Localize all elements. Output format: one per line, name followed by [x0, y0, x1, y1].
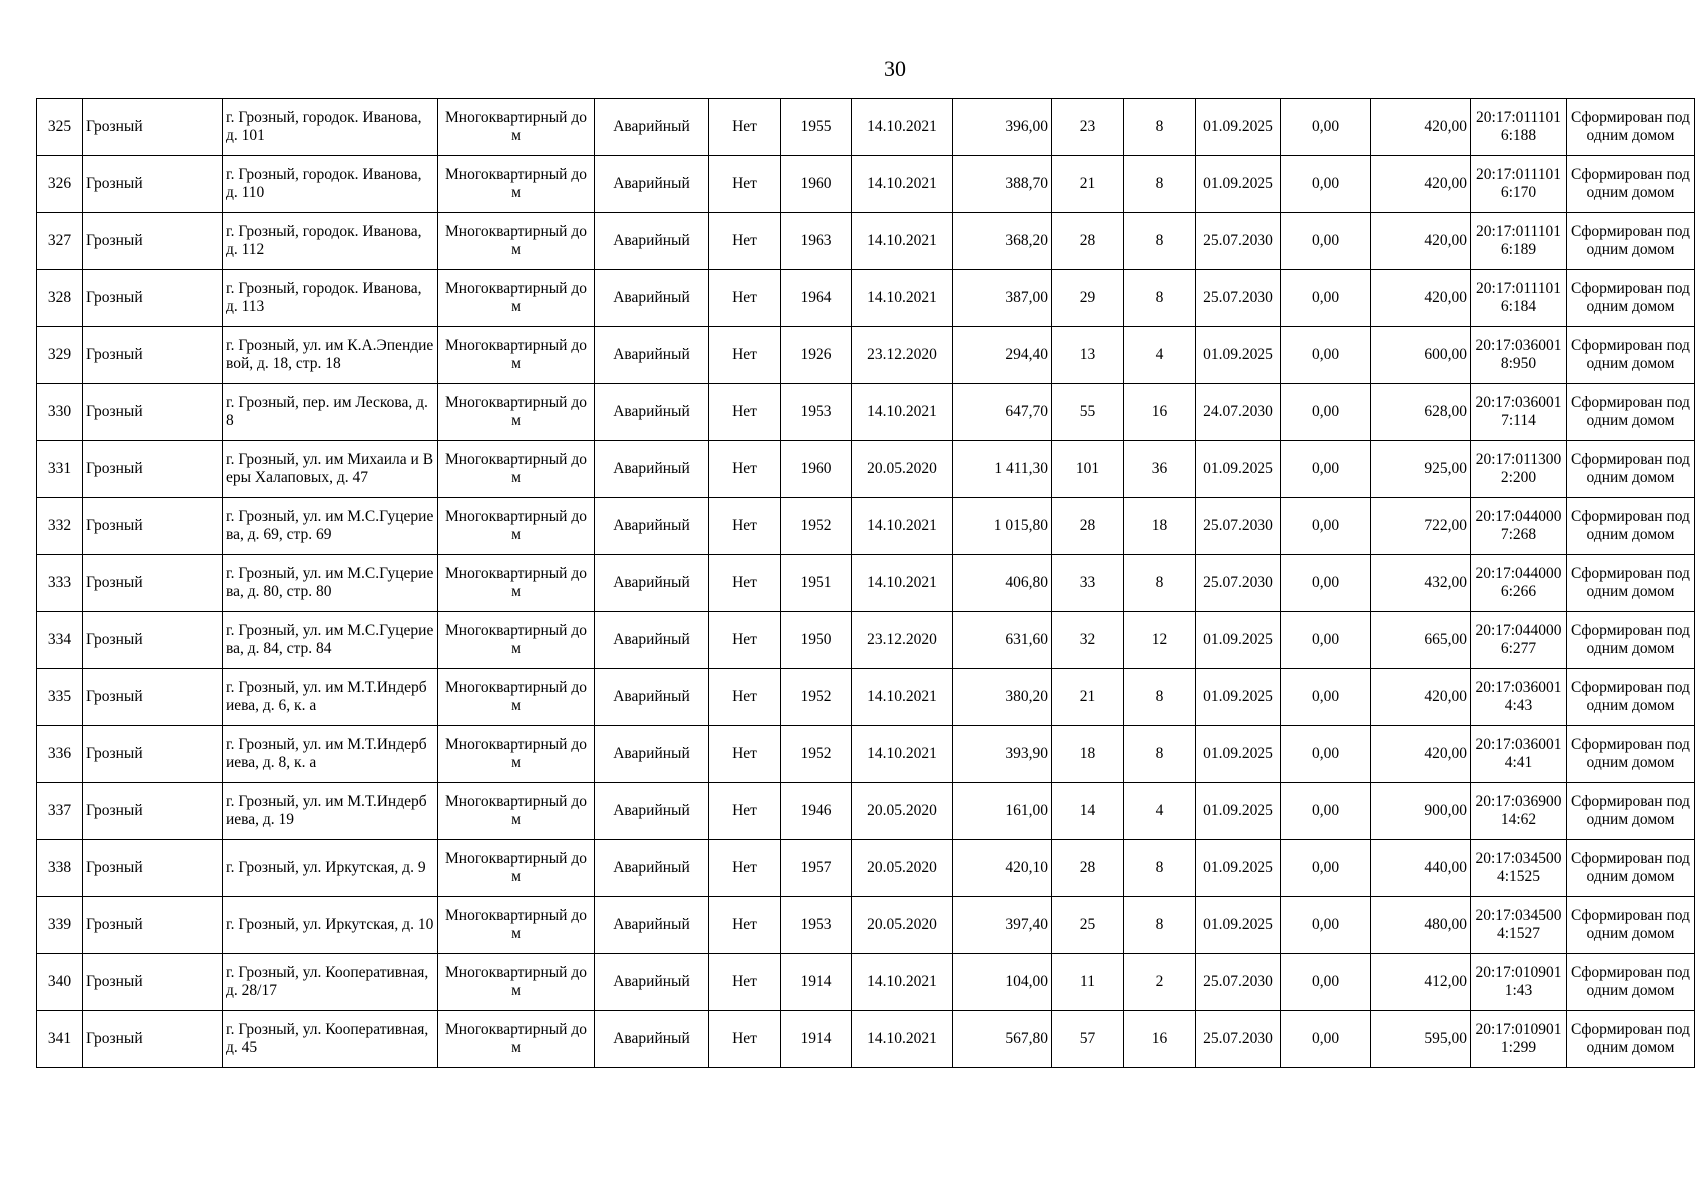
- deadline-cell: 01.09.2025: [1196, 441, 1281, 498]
- price-cell: 480,00: [1371, 897, 1471, 954]
- address-cell: г. Грозный, ул. Иркутская, д. 9: [223, 840, 438, 897]
- land-status-cell: Сформирован под одним домом: [1567, 327, 1695, 384]
- cadastral-number-cell: 20:17:0109011:43: [1471, 954, 1567, 1011]
- condition-cell: Аварийный: [595, 1011, 709, 1068]
- condition-cell: Аварийный: [595, 270, 709, 327]
- residents-cell: 29: [1052, 270, 1124, 327]
- flag-cell: Нет: [709, 441, 781, 498]
- cadastral-number-cell: 20:17:0440006:277: [1471, 612, 1567, 669]
- row-number: 329: [37, 327, 83, 384]
- city-cell: Грозный: [83, 156, 223, 213]
- build-year-cell: 1926: [781, 327, 852, 384]
- deadline-cell: 01.09.2025: [1196, 327, 1281, 384]
- address-cell: г. Грозный, городок. Иванова, д. 110: [223, 156, 438, 213]
- build-year-cell: 1952: [781, 498, 852, 555]
- land-status-cell: Сформирован под одним домом: [1567, 840, 1695, 897]
- residents-cell: 28: [1052, 498, 1124, 555]
- zero-value-cell: 0,00: [1281, 612, 1371, 669]
- flag-cell: Нет: [709, 669, 781, 726]
- zero-value-cell: 0,00: [1281, 270, 1371, 327]
- land-status-cell: Сформирован под одним домом: [1567, 99, 1695, 156]
- zero-value-cell: 0,00: [1281, 840, 1371, 897]
- zero-value-cell: 0,00: [1281, 555, 1371, 612]
- address-cell: г. Грозный, ул. им М.Т.Индербиева, д. 8, к. а: [223, 726, 438, 783]
- condition-cell: Аварийный: [595, 840, 709, 897]
- price-cell: 420,00: [1371, 156, 1471, 213]
- price-cell: 900,00: [1371, 783, 1471, 840]
- table-row: [37, 270, 1695, 327]
- condition-cell: Аварийный: [595, 612, 709, 669]
- row-number: 333: [37, 555, 83, 612]
- recognition-date-cell: 23.12.2020: [852, 327, 953, 384]
- row-number: 330: [37, 384, 83, 441]
- row-number: 332: [37, 498, 83, 555]
- city-cell: Грозный: [83, 897, 223, 954]
- table-row: [37, 840, 1695, 897]
- recognition-date-cell: 20.05.2020: [852, 840, 953, 897]
- residents-cell: 21: [1052, 669, 1124, 726]
- flag-cell: Нет: [709, 612, 781, 669]
- residents-cell: 55: [1052, 384, 1124, 441]
- table-row: [37, 384, 1695, 441]
- price-cell: 665,00: [1371, 612, 1471, 669]
- residents-cell: 25: [1052, 897, 1124, 954]
- flag-cell: Нет: [709, 156, 781, 213]
- residents-cell: 11: [1052, 954, 1124, 1011]
- table-row: [37, 954, 1695, 1011]
- area-cell: 647,70: [953, 384, 1052, 441]
- cadastral-number-cell: 20:17:0111016:184: [1471, 270, 1567, 327]
- address-cell: г. Грозный, ул. им М.С.Гуцериева, д. 69, стр. 69: [223, 498, 438, 555]
- residents-cell: 28: [1052, 840, 1124, 897]
- zero-value-cell: 0,00: [1281, 327, 1371, 384]
- address-cell: г. Грозный, ул. Кооперативная, д. 28/17: [223, 954, 438, 1011]
- row-number: 339: [37, 897, 83, 954]
- table-row: [37, 726, 1695, 783]
- table-row: [37, 783, 1695, 840]
- zero-value-cell: 0,00: [1281, 156, 1371, 213]
- flats-cell: 36: [1124, 441, 1196, 498]
- row-number: 340: [37, 954, 83, 1011]
- condition-cell: Аварийный: [595, 555, 709, 612]
- condition-cell: Аварийный: [595, 156, 709, 213]
- address-cell: г. Грозный, городок. Иванова, д. 101: [223, 99, 438, 156]
- row-number: 326: [37, 156, 83, 213]
- flag-cell: Нет: [709, 897, 781, 954]
- cadastral-number-cell: 20:17:0440007:268: [1471, 498, 1567, 555]
- land-status-cell: Сформирован под одним домом: [1567, 213, 1695, 270]
- flats-cell: 4: [1124, 327, 1196, 384]
- condition-cell: Аварийный: [595, 213, 709, 270]
- flag-cell: Нет: [709, 840, 781, 897]
- residents-cell: 101: [1052, 441, 1124, 498]
- build-year-cell: 1914: [781, 954, 852, 1011]
- price-cell: 440,00: [1371, 840, 1471, 897]
- area-cell: 161,00: [953, 783, 1052, 840]
- row-number: 336: [37, 726, 83, 783]
- residents-cell: 23: [1052, 99, 1124, 156]
- price-cell: 432,00: [1371, 555, 1471, 612]
- zero-value-cell: 0,00: [1281, 441, 1371, 498]
- price-cell: 595,00: [1371, 1011, 1471, 1068]
- flag-cell: Нет: [709, 327, 781, 384]
- row-number: 337: [37, 783, 83, 840]
- city-cell: Грозный: [83, 669, 223, 726]
- flats-cell: 8: [1124, 726, 1196, 783]
- row-number: 334: [37, 612, 83, 669]
- recognition-date-cell: 14.10.2021: [852, 99, 953, 156]
- flats-cell: 8: [1124, 156, 1196, 213]
- recognition-date-cell: 20.05.2020: [852, 441, 953, 498]
- residents-cell: 18: [1052, 726, 1124, 783]
- city-cell: Грозный: [83, 384, 223, 441]
- table-row: [37, 156, 1695, 213]
- zero-value-cell: 0,00: [1281, 669, 1371, 726]
- address-cell: г. Грозный, городок. Иванова, д. 113: [223, 270, 438, 327]
- table-row: [37, 669, 1695, 726]
- build-year-cell: 1950: [781, 612, 852, 669]
- cadastral-number-cell: 20:17:0345004:1525: [1471, 840, 1567, 897]
- cadastral-number-cell: 20:17:0360018:950: [1471, 327, 1567, 384]
- row-number: 341: [37, 1011, 83, 1068]
- deadline-cell: 01.09.2025: [1196, 156, 1281, 213]
- build-year-cell: 1952: [781, 669, 852, 726]
- land-status-cell: Сформирован под одним домом: [1567, 498, 1695, 555]
- flag-cell: Нет: [709, 555, 781, 612]
- building-type-cell: Многоквартирный дом: [438, 156, 595, 213]
- area-cell: 420,10: [953, 840, 1052, 897]
- area-cell: 1 411,30: [953, 441, 1052, 498]
- flats-cell: 18: [1124, 498, 1196, 555]
- residents-cell: 33: [1052, 555, 1124, 612]
- zero-value-cell: 0,00: [1281, 726, 1371, 783]
- land-status-cell: Сформирован под одним домом: [1567, 897, 1695, 954]
- city-cell: Грозный: [83, 270, 223, 327]
- condition-cell: Аварийный: [595, 99, 709, 156]
- cadastral-number-cell: 20:17:0360014:43: [1471, 669, 1567, 726]
- condition-cell: Аварийный: [595, 669, 709, 726]
- condition-cell: Аварийный: [595, 726, 709, 783]
- cadastral-number-cell: 20:17:0345004:1527: [1471, 897, 1567, 954]
- land-status-cell: Сформирован под одним домом: [1567, 1011, 1695, 1068]
- area-cell: 294,40: [953, 327, 1052, 384]
- build-year-cell: 1951: [781, 555, 852, 612]
- building-type-cell: Многоквартирный дом: [438, 441, 595, 498]
- area-cell: 368,20: [953, 213, 1052, 270]
- table-body: [37, 99, 1695, 1068]
- price-cell: 420,00: [1371, 669, 1471, 726]
- building-type-cell: Многоквартирный дом: [438, 612, 595, 669]
- table-row: [37, 99, 1695, 156]
- flag-cell: Нет: [709, 783, 781, 840]
- flag-cell: Нет: [709, 384, 781, 441]
- land-status-cell: Сформирован под одним домом: [1567, 384, 1695, 441]
- address-cell: г. Грозный, ул. им М.Т.Индербиева, д. 19: [223, 783, 438, 840]
- city-cell: Грозный: [83, 441, 223, 498]
- recognition-date-cell: 14.10.2021: [852, 498, 953, 555]
- residents-cell: 28: [1052, 213, 1124, 270]
- recognition-date-cell: 20.05.2020: [852, 897, 953, 954]
- land-status-cell: Сформирован под одним домом: [1567, 156, 1695, 213]
- zero-value-cell: 0,00: [1281, 498, 1371, 555]
- deadline-cell: 01.09.2025: [1196, 99, 1281, 156]
- table-row: [37, 441, 1695, 498]
- table-row: [37, 897, 1695, 954]
- price-cell: 628,00: [1371, 384, 1471, 441]
- area-cell: 387,00: [953, 270, 1052, 327]
- building-type-cell: Многоквартирный дом: [438, 669, 595, 726]
- recognition-date-cell: 14.10.2021: [852, 270, 953, 327]
- housing-registry-table: [36, 98, 1695, 1068]
- recognition-date-cell: 14.10.2021: [852, 384, 953, 441]
- area-cell: 406,80: [953, 555, 1052, 612]
- deadline-cell: 25.07.2030: [1196, 498, 1281, 555]
- land-status-cell: Сформирован под одним домом: [1567, 270, 1695, 327]
- condition-cell: Аварийный: [595, 498, 709, 555]
- city-cell: Грозный: [83, 954, 223, 1011]
- build-year-cell: 1957: [781, 840, 852, 897]
- price-cell: 420,00: [1371, 270, 1471, 327]
- build-year-cell: 1914: [781, 1011, 852, 1068]
- price-cell: 412,00: [1371, 954, 1471, 1011]
- flats-cell: 16: [1124, 384, 1196, 441]
- flats-cell: 8: [1124, 213, 1196, 270]
- flats-cell: 4: [1124, 783, 1196, 840]
- cadastral-number-cell: 20:17:0111016:188: [1471, 99, 1567, 156]
- residents-cell: 21: [1052, 156, 1124, 213]
- cadastral-number-cell: 20:17:0440006:266: [1471, 555, 1567, 612]
- building-type-cell: Многоквартирный дом: [438, 783, 595, 840]
- address-cell: г. Грозный, ул. им М.С.Гуцериева, д. 84, стр. 84: [223, 612, 438, 669]
- address-cell: г. Грозный, пер. им Лескова, д. 8: [223, 384, 438, 441]
- land-status-cell: Сформирован под одним домом: [1567, 612, 1695, 669]
- price-cell: 420,00: [1371, 726, 1471, 783]
- flag-cell: Нет: [709, 954, 781, 1011]
- build-year-cell: 1953: [781, 384, 852, 441]
- price-cell: 420,00: [1371, 213, 1471, 270]
- build-year-cell: 1952: [781, 726, 852, 783]
- land-status-cell: Сформирован под одним домом: [1567, 669, 1695, 726]
- table-row: [37, 612, 1695, 669]
- flats-cell: 12: [1124, 612, 1196, 669]
- area-cell: 396,00: [953, 99, 1052, 156]
- area-cell: 1 015,80: [953, 498, 1052, 555]
- flats-cell: 8: [1124, 897, 1196, 954]
- building-type-cell: Многоквартирный дом: [438, 954, 595, 1011]
- flats-cell: 8: [1124, 99, 1196, 156]
- deadline-cell: 01.09.2025: [1196, 669, 1281, 726]
- build-year-cell: 1946: [781, 783, 852, 840]
- building-type-cell: Многоквартирный дом: [438, 726, 595, 783]
- deadline-cell: 24.07.2030: [1196, 384, 1281, 441]
- city-cell: Грозный: [83, 1011, 223, 1068]
- recognition-date-cell: 23.12.2020: [852, 612, 953, 669]
- area-cell: 397,40: [953, 897, 1052, 954]
- cadastral-number-cell: 20:17:03690014:62: [1471, 783, 1567, 840]
- area-cell: 380,20: [953, 669, 1052, 726]
- zero-value-cell: 0,00: [1281, 783, 1371, 840]
- area-cell: 631,60: [953, 612, 1052, 669]
- address-cell: г. Грозный, ул. Кооперативная, д. 45: [223, 1011, 438, 1068]
- building-type-cell: Многоквартирный дом: [438, 498, 595, 555]
- recognition-date-cell: 20.05.2020: [852, 783, 953, 840]
- address-cell: г. Грозный, городок. Иванова, д. 112: [223, 213, 438, 270]
- flag-cell: Нет: [709, 498, 781, 555]
- building-type-cell: Многоквартирный дом: [438, 840, 595, 897]
- row-number: 338: [37, 840, 83, 897]
- condition-cell: Аварийный: [595, 897, 709, 954]
- building-type-cell: Многоквартирный дом: [438, 327, 595, 384]
- page-number: 30: [884, 56, 906, 81]
- recognition-date-cell: 14.10.2021: [852, 555, 953, 612]
- building-type-cell: Многоквартирный дом: [438, 897, 595, 954]
- city-cell: Грозный: [83, 327, 223, 384]
- row-number: 325: [37, 99, 83, 156]
- building-type-cell: Многоквартирный дом: [438, 270, 595, 327]
- row-number: 328: [37, 270, 83, 327]
- table-row: [37, 498, 1695, 555]
- flats-cell: 8: [1124, 669, 1196, 726]
- residents-cell: 57: [1052, 1011, 1124, 1068]
- city-cell: Грозный: [83, 612, 223, 669]
- land-status-cell: Сформирован под одним домом: [1567, 555, 1695, 612]
- area-cell: 567,80: [953, 1011, 1052, 1068]
- cadastral-number-cell: 20:17:0360014:41: [1471, 726, 1567, 783]
- row-number: 331: [37, 441, 83, 498]
- deadline-cell: 01.09.2025: [1196, 783, 1281, 840]
- city-cell: Грозный: [83, 726, 223, 783]
- city-cell: Грозный: [83, 783, 223, 840]
- flats-cell: 16: [1124, 1011, 1196, 1068]
- row-number: 335: [37, 669, 83, 726]
- condition-cell: Аварийный: [595, 783, 709, 840]
- zero-value-cell: 0,00: [1281, 99, 1371, 156]
- land-status-cell: Сформирован под одним домом: [1567, 954, 1695, 1011]
- area-cell: 393,90: [953, 726, 1052, 783]
- price-cell: 420,00: [1371, 99, 1471, 156]
- address-cell: г. Грозный, ул. им М.Т.Индербиева, д. 6, к. а: [223, 669, 438, 726]
- build-year-cell: 1955: [781, 99, 852, 156]
- recognition-date-cell: 14.10.2021: [852, 954, 953, 1011]
- deadline-cell: 01.09.2025: [1196, 840, 1281, 897]
- deadline-cell: 01.09.2025: [1196, 726, 1281, 783]
- zero-value-cell: 0,00: [1281, 897, 1371, 954]
- city-cell: Грозный: [83, 555, 223, 612]
- table-row: [37, 1011, 1695, 1068]
- flag-cell: Нет: [709, 270, 781, 327]
- flag-cell: Нет: [709, 99, 781, 156]
- residents-cell: 13: [1052, 327, 1124, 384]
- cadastral-number-cell: 20:17:0111016:170: [1471, 156, 1567, 213]
- flats-cell: 2: [1124, 954, 1196, 1011]
- city-cell: Грозный: [83, 840, 223, 897]
- price-cell: 925,00: [1371, 441, 1471, 498]
- cadastral-number-cell: 20:17:0113002:200: [1471, 441, 1567, 498]
- deadline-cell: 01.09.2025: [1196, 897, 1281, 954]
- residents-cell: 32: [1052, 612, 1124, 669]
- flats-cell: 8: [1124, 270, 1196, 327]
- condition-cell: Аварийный: [595, 327, 709, 384]
- address-cell: г. Грозный, ул. им Михаила и Веры Халаповых, д. 47: [223, 441, 438, 498]
- condition-cell: Аварийный: [595, 384, 709, 441]
- build-year-cell: 1963: [781, 213, 852, 270]
- flag-cell: Нет: [709, 1011, 781, 1068]
- city-cell: Грозный: [83, 213, 223, 270]
- area-cell: 104,00: [953, 954, 1052, 1011]
- address-cell: г. Грозный, ул. им К.А.Эпендиевой, д. 18, стр. 18: [223, 327, 438, 384]
- flag-cell: Нет: [709, 213, 781, 270]
- row-number: 327: [37, 213, 83, 270]
- cadastral-number-cell: 20:17:0111016:189: [1471, 213, 1567, 270]
- residents-cell: 14: [1052, 783, 1124, 840]
- deadline-cell: 25.07.2030: [1196, 954, 1281, 1011]
- building-type-cell: Многоквартирный дом: [438, 1011, 595, 1068]
- land-status-cell: Сформирован под одним домом: [1567, 441, 1695, 498]
- flats-cell: 8: [1124, 840, 1196, 897]
- recognition-date-cell: 14.10.2021: [852, 726, 953, 783]
- flats-cell: 8: [1124, 555, 1196, 612]
- build-year-cell: 1964: [781, 270, 852, 327]
- cadastral-number-cell: 20:17:0360017:114: [1471, 384, 1567, 441]
- zero-value-cell: 0,00: [1281, 384, 1371, 441]
- build-year-cell: 1960: [781, 156, 852, 213]
- area-cell: 388,70: [953, 156, 1052, 213]
- table-row: [37, 555, 1695, 612]
- price-cell: 722,00: [1371, 498, 1471, 555]
- build-year-cell: 1953: [781, 897, 852, 954]
- cadastral-number-cell: 20:17:0109011:299: [1471, 1011, 1567, 1068]
- recognition-date-cell: 14.10.2021: [852, 213, 953, 270]
- recognition-date-cell: 14.10.2021: [852, 156, 953, 213]
- deadline-cell: 25.07.2030: [1196, 1011, 1281, 1068]
- zero-value-cell: 0,00: [1281, 954, 1371, 1011]
- condition-cell: Аварийный: [595, 441, 709, 498]
- building-type-cell: Многоквартирный дом: [438, 384, 595, 441]
- address-cell: г. Грозный, ул. Иркутская, д. 10: [223, 897, 438, 954]
- recognition-date-cell: 14.10.2021: [852, 669, 953, 726]
- zero-value-cell: 0,00: [1281, 1011, 1371, 1068]
- condition-cell: Аварийный: [595, 954, 709, 1011]
- zero-value-cell: 0,00: [1281, 213, 1371, 270]
- price-cell: 600,00: [1371, 327, 1471, 384]
- deadline-cell: 25.07.2030: [1196, 213, 1281, 270]
- building-type-cell: Многоквартирный дом: [438, 213, 595, 270]
- recognition-date-cell: 14.10.2021: [852, 1011, 953, 1068]
- build-year-cell: 1960: [781, 441, 852, 498]
- deadline-cell: 01.09.2025: [1196, 612, 1281, 669]
- building-type-cell: Многоквартирный дом: [438, 555, 595, 612]
- deadline-cell: 25.07.2030: [1196, 555, 1281, 612]
- land-status-cell: Сформирован под одним домом: [1567, 783, 1695, 840]
- building-type-cell: Многоквартирный дом: [438, 99, 595, 156]
- deadline-cell: 25.07.2030: [1196, 270, 1281, 327]
- table-row: [37, 213, 1695, 270]
- address-cell: г. Грозный, ул. им М.С.Гуцериева, д. 80, стр. 80: [223, 555, 438, 612]
- city-cell: Грозный: [83, 99, 223, 156]
- table-row: [37, 327, 1695, 384]
- land-status-cell: Сформирован под одним домом: [1567, 726, 1695, 783]
- flag-cell: Нет: [709, 726, 781, 783]
- city-cell: Грозный: [83, 498, 223, 555]
